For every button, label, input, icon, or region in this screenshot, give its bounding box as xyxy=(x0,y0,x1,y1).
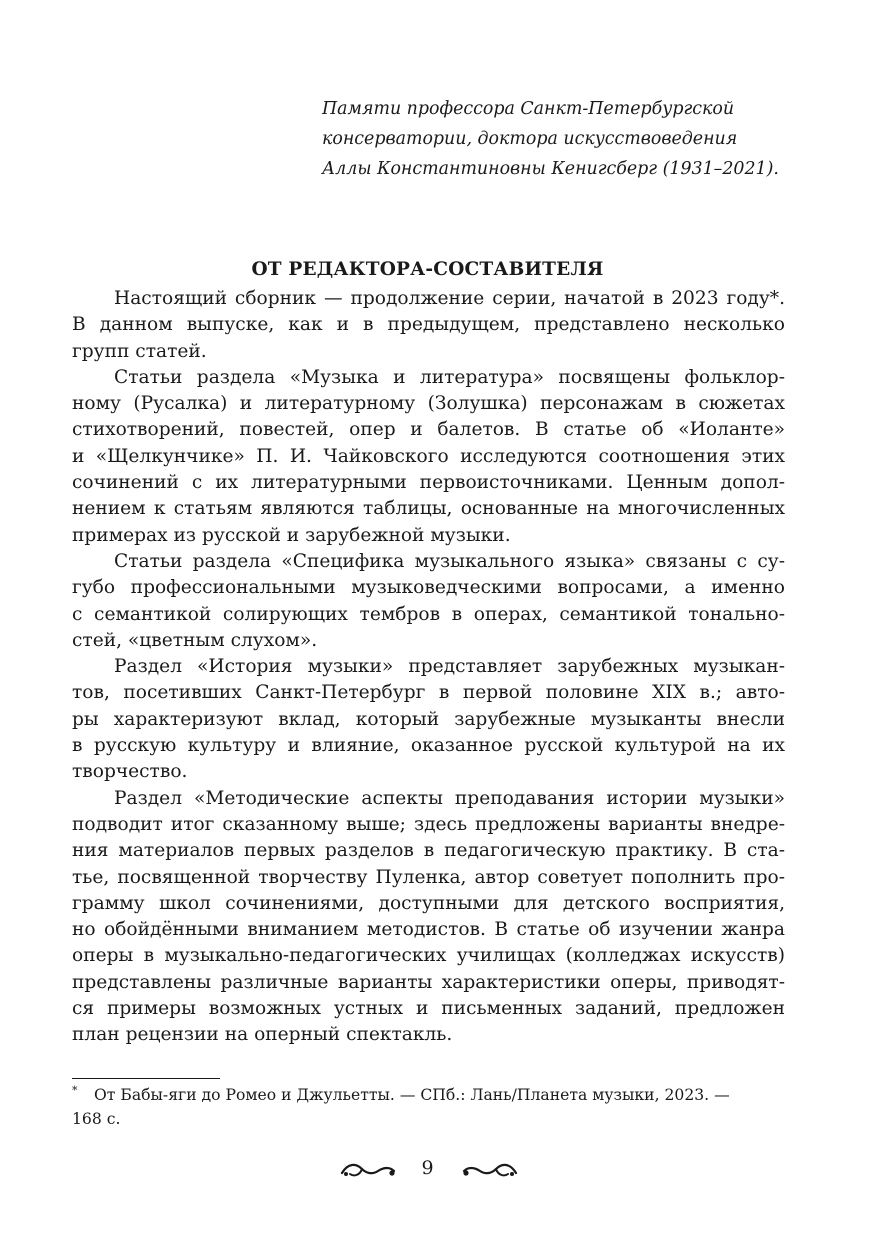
page-number: 9 xyxy=(421,1157,434,1179)
text-line: ся примеры возможных устных и письменных заданий, предложен xyxy=(72,998,785,1020)
text-line: стихотворений, повестей, опер и балетов. В статье об «Иоланте» xyxy=(72,419,785,441)
text-line: план рецензии на оперный спектакль. xyxy=(72,1024,453,1046)
text-line: Статьи раздела «Специфика музыкального языка» связаны с су- xyxy=(114,550,785,572)
text-line: групп статей. xyxy=(72,340,207,362)
text-fragment: Настоящий сборник — продолжение серии, начатой в 2023 году*. xyxy=(114,288,785,309)
text-line xyxy=(72,286,785,312)
text-line: ния материалов первых разделов в педагогическую практику. В ста- xyxy=(72,840,785,862)
body-text xyxy=(72,286,785,1049)
text-line: стей, «цветным слухом». xyxy=(72,629,318,651)
text-line: ному (Русалка) и литературному (Золушка) персонажам в сюжетах xyxy=(72,393,785,415)
footnote-text: От Бабы-яги до Ромео и Джульетты. — СПб.: Лань/Планета музыки, 2023. — xyxy=(94,1086,730,1104)
text-line: примерах из русской и зарубежной музыки. xyxy=(72,524,511,546)
text-line: В данном выпуске, как и в предыдущем, представлено несколько xyxy=(72,314,785,336)
text-line: губо профессиональными музыковедческими вопросами, а именно xyxy=(72,577,785,599)
text-line: Раздел «Методические аспекты преподавания истории музыки» xyxy=(114,787,785,809)
footnote xyxy=(72,1083,785,1131)
footnote-line: 168 с. xyxy=(72,1110,121,1128)
text-line: в русскую культуру и влияние, оказанное русской культурой на их xyxy=(72,735,785,757)
dedication-line: консерватории, доктора искусствоведения xyxy=(322,129,738,149)
dedication-line: Памяти профессора Санкт-Петербургской xyxy=(322,99,735,119)
footnote-marker: * xyxy=(72,1084,78,1097)
dedication-epigraph xyxy=(322,94,802,184)
footnote-divider xyxy=(72,1078,220,1079)
text-line: сочинений с их литературными первоисточниками. Ценным допол- xyxy=(72,472,785,494)
text-line: тов, посетивших Санкт-Петербург в первой половине XIX в.; авто- xyxy=(72,682,785,704)
section-heading: ОТ РЕДАКТОРА-СОСТАВИТЕЛЯ xyxy=(251,259,604,280)
text-line: с семантикой солирующих тембров в операх, семантикой тонально- xyxy=(72,603,785,625)
text-line: творчество. xyxy=(72,761,188,783)
text-line: ры характеризуют вклад, который зарубежные музыканты внесли xyxy=(72,708,785,730)
text-line: но обойдёнными вниманием методистов. В статье об изучении жанра xyxy=(72,919,785,941)
text-line: Статьи раздела «Музыка и литература» посвящены фольклор- xyxy=(114,366,785,388)
text-line: нением к статьям являются таблицы, основанные на многочисленных xyxy=(72,498,785,520)
text-line: и «Щелкунчике» П. И. Чайковского исследуются соотношения этих xyxy=(72,445,785,467)
text-line: тье, посвященной творчеству Пуленка, автор советует пополнить про- xyxy=(72,866,785,888)
text-line: представлены различные варианты характеристики оперы, приводят- xyxy=(72,971,785,993)
text-line: грамму школ сочинениями, доступными для детского восприятия, xyxy=(72,892,785,914)
dedication-line: Аллы Константиновны Кенигсберг (1931–2021). xyxy=(322,159,779,179)
text-line: подводит итог сказанному выше; здесь предложены варианты внедре- xyxy=(72,813,785,835)
text-line: оперы в музыкально-педагогических училищах (колледжах искусств) xyxy=(72,945,785,967)
footnote-line xyxy=(72,1083,785,1107)
right-ornament-icon xyxy=(462,1161,518,1179)
text-line: Раздел «История музыки» представляет зарубежных музыкан- xyxy=(114,656,785,678)
